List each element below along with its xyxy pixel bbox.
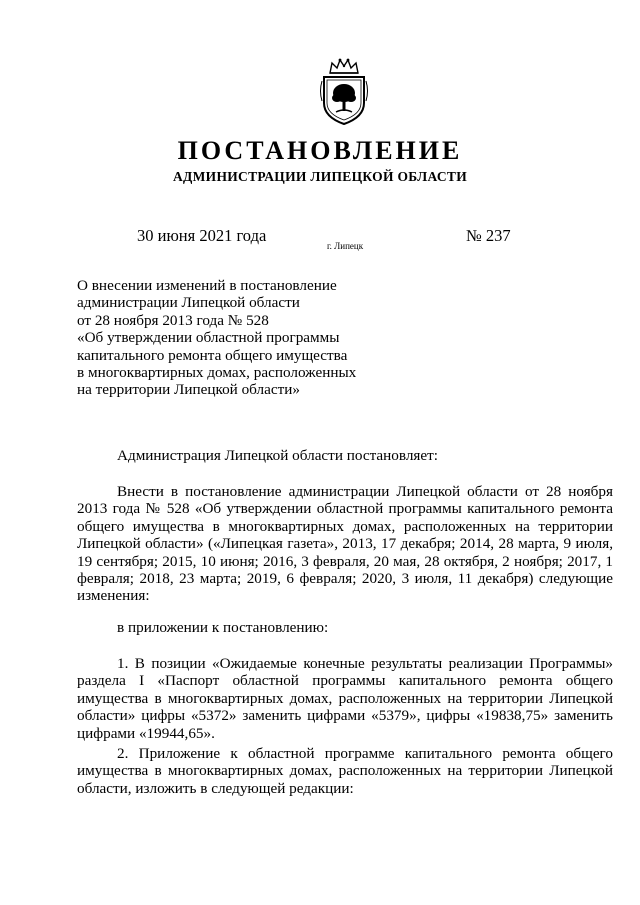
subject-line: в многоквартирных домах, расположенных xyxy=(77,364,357,382)
annex-intro: в приложении к постановлению: xyxy=(117,619,329,636)
document-title: ПОСТАНОВЛЕНИЕ xyxy=(177,136,463,165)
resolution-statement: Администрация Липецкой области постановляет: xyxy=(117,447,438,464)
document-date: 30 июня 2021 года xyxy=(137,226,267,245)
main-paragraph: Внести в постановление администрации Липецкой области от 28 ноября 2013 года № 528 «Об утверждении областной программы капитального ремонта общего имущества в многоквартирных домах, расположенных на территории Липецкой области» («Липецкая газета», 2013, 17 декабря; 2014, 28 марта, 9 июля, 19 сентября; 2015, 10 июня; 2016, 3 февраля, 20 мая, 28 октября, 2 ноября; 2017, 1 февраля; 2018, 23 марта; 2019, 6 февраля; 2020, 3 июля, 11 декабря) следующие изменения: xyxy=(77,483,613,605)
amendment-item-1: 1. В позиции «Ожидаемые конечные результаты реализации Программы» раздела I «Паспорт областной программы капитального ремонта общего имущества в многоквартирных домах, расположенных на территории Липецкой области» цифры «5372» заменить цифрами «5379», цифры «19838,75» заменить цифрами «19944,65». xyxy=(77,655,613,742)
document-subject xyxy=(77,277,377,399)
subject-line: капитального ремонта общего имущества xyxy=(77,346,348,364)
document-number: № 237 xyxy=(466,226,511,245)
subject-line: администрации Липецкой области xyxy=(77,294,300,312)
subject-line: от 28 ноября 2013 года № 528 xyxy=(77,311,269,329)
amendment-item-2: 2. Приложение к областной программе капитального ремонта общего имущества в многоквартирных домах, расположенных на территории Липецкой области, изложить в следующей редакции: xyxy=(77,745,613,797)
subject-line: на территории Липецкой области» xyxy=(77,381,300,399)
issuing-authority: АДМИНИСТРАЦИИ ЛИПЕЦКОЙ ОБЛАСТИ xyxy=(172,169,468,184)
coat-of-arms-emblem xyxy=(318,57,370,127)
subject-line: «Об утверждении областной программы xyxy=(77,329,340,347)
document-city: г. Липецк xyxy=(327,241,364,251)
subject-line: О внесении изменений в постановление xyxy=(77,277,337,294)
